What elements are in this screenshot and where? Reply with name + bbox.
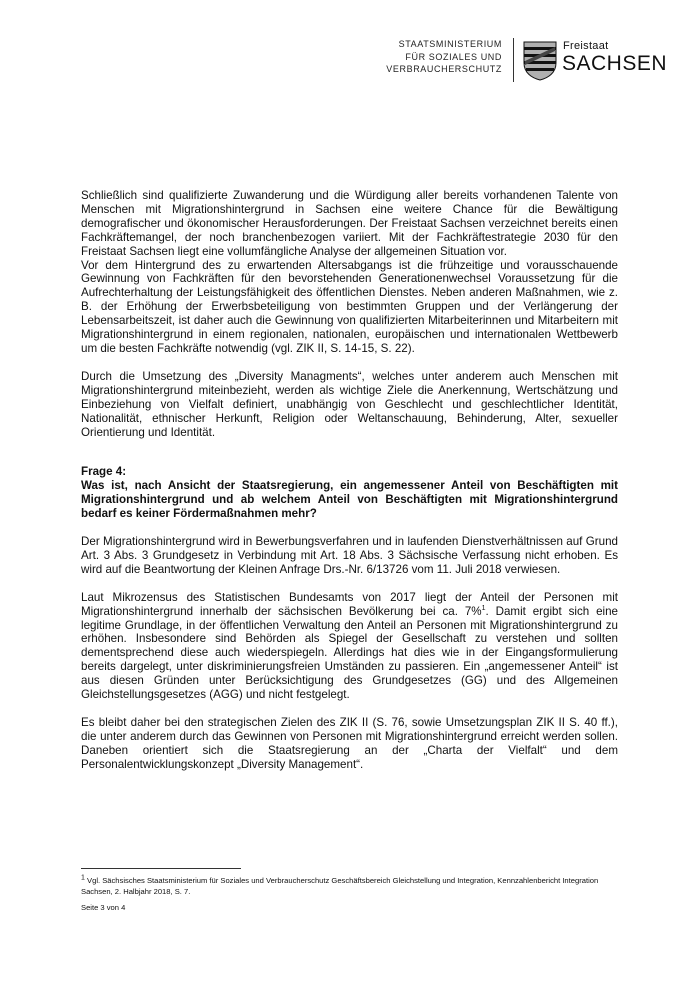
footnote-reference[interactable]: 1 [481,604,486,612]
ministry-line-3: VERBRAUCHERSCHUTZ [386,64,502,74]
paragraph-3: Durch die Umsetzung des „Diversity Managments“, welches unter anderem auch Menschen mit Migrationshintergrund miteinbezieht, werden als wichtige Ziele die Anerkennung, Wertschätzung und Einbeziehung von Vielfalt definiert, unabhängig von Geschlecht und geschlechtlicher Identität, Nationalität, ethnischer Herkunft, Religion oder Weltanschauung, Behinderung, Alter, sexueller Orientierung und Identität. [81,369,618,439]
ministry-line-1: STAATSMINISTERIUM [398,39,502,49]
paragraph-5-end: . Damit ergibt sich eine legitime Grundlage, in der öffentlichen Verwaltung den Anteil an Personen mit Migrationshintergrund zu erhöhen. Insbesondere sind Behörden als Spiegel der Gesellschaft zu verstehen und sollten dementsprechend diese auch wiederspiegeln. Allerdings hat dies wie in der Eingangsformulierung bereits dargelegt, unter diskriminierungsfreien Umständen zu passieren. Ein „angemessener Anteil“ ist aus diesen Gründen unter Berücksichtigung des Grundgesetzes (GG) und des Allgemeinen Gleichstellungsgesetzes (AGG) und nicht festgelegt. [81,604,618,702]
paragraph-6: Es bleibt daher bei den strategischen Zielen des ZIK II (S. 76, sowie Umsetzungsplan ZIK II S. 40 ff.), die unter anderem durch das Gewinnen von Personen mit Migrationshintergrund erreicht werden sollen. Daneben orientiert sich die Staatsregierung an der „Charta der Vielfalt“ und dem Personalentwicklungskonzept „Diversity Management“. [81,716,618,771]
ministry-name [380,38,502,76]
footnote-divider [81,868,241,869]
footnote-number: 1 [81,874,85,882]
freistaat-label: Freistaat [563,40,609,52]
footnote [81,875,621,897]
letterhead [380,38,680,88]
paragraph-4: Der Migrationshintergrund wird in Bewerbungsverfahren und in laufenden Dienstverhältnissen auf Grund Art. 3 Abs. 3 Grundgesetz in Verbindung mit Art. 18 Abs. 3 Sächsische Verfassung nicht erhoben. Es wird auf die Beantwortung der Kleinen Anfrage Drs.-Nr. 6/13726 vom 11. Juli 2018 verwiesen. [81,535,618,576]
page-number: Seite 3 von 4 [81,903,126,912]
question-text: Was ist, nach Ansicht der Staatsregierung, ein angemessener Anteil von Beschäftigten mit Migrationshintergrund und ab welchem Anteil von Beschäftigten mit Migrationshintergrund bedarf es keiner Fördermaßnahmen mehr? [81,479,618,521]
paragraph-5-start: Laut Mikrozensus des Statistischen Bundesamts von 2017 liegt der Anteil der Personen mit Migrationshintergrund innerhalb der sächsischen Bevölkerung bei ca. 7% [81,590,618,618]
footnote-text: Vgl. Sächsisches Staatsministerium für Soziales und Verbraucherschutz Geschäftsbereich Gleichstellung und Integration, Kennzahlenbericht Integration Sachsen, 2. Halbjahr 2018, S. 7. [81,876,599,896]
paragraph-2: Vor dem Hintergrund des zu erwartenden Altersabgangs ist die frühzeitige und vorausschauende Gewinnung von Fachkräften für den bevorstehenden Generationenwechsel Voraussetzung für die Aufrechterhaltung der Leistungsfähigkeit des öffentlichen Dienstes. Neben anderen Maßnahmen, wie z. B. der Erhöhung der Erwerbsbeteiligung von bestimmten Gruppen und der Verlängerung der Lebensarbeitszeit, ist daher auch die Gewinnung von qualifizierten Mitarbeiterinnen und Mitarbeitern mit Migrationshintergrund in einem regionalen, nationalen, europäischen und internationalen Wettbewerb um die besten Fachkräfte notwendig (vgl. ZIK II, S. 14-15, S. 22). [81,258,618,355]
ministry-line-2: FÜR SOZIALES UND [405,51,502,62]
letterhead-divider [513,38,514,82]
paragraph-5 [81,591,618,702]
question-number: Frage 4: [81,465,127,479]
sachsen-label: SACHSEN [562,52,668,75]
paragraph-1: Schließlich sind qualifizierte Zuwanderung und die Würdigung aller bereits vorhandenen Talente von Menschen mit Migrationshintergrund in Sachsen eine weitere Chance für die Bewältigung demografischer und ökonomischer Herausforderungen. Der Freistaat Sachsen verzeichnet bereits einen Fachkräftemangel, der noch branchenbezogen variiert. Mit der Fachkräftestrategie 2030 für den Freistaat Sachsen liegt eine vollumfängliche Analyse der allgemeinen Situation vor. [81,189,618,258]
document-body [81,189,618,772]
saxony-coat-of-arms-icon [523,41,557,81]
